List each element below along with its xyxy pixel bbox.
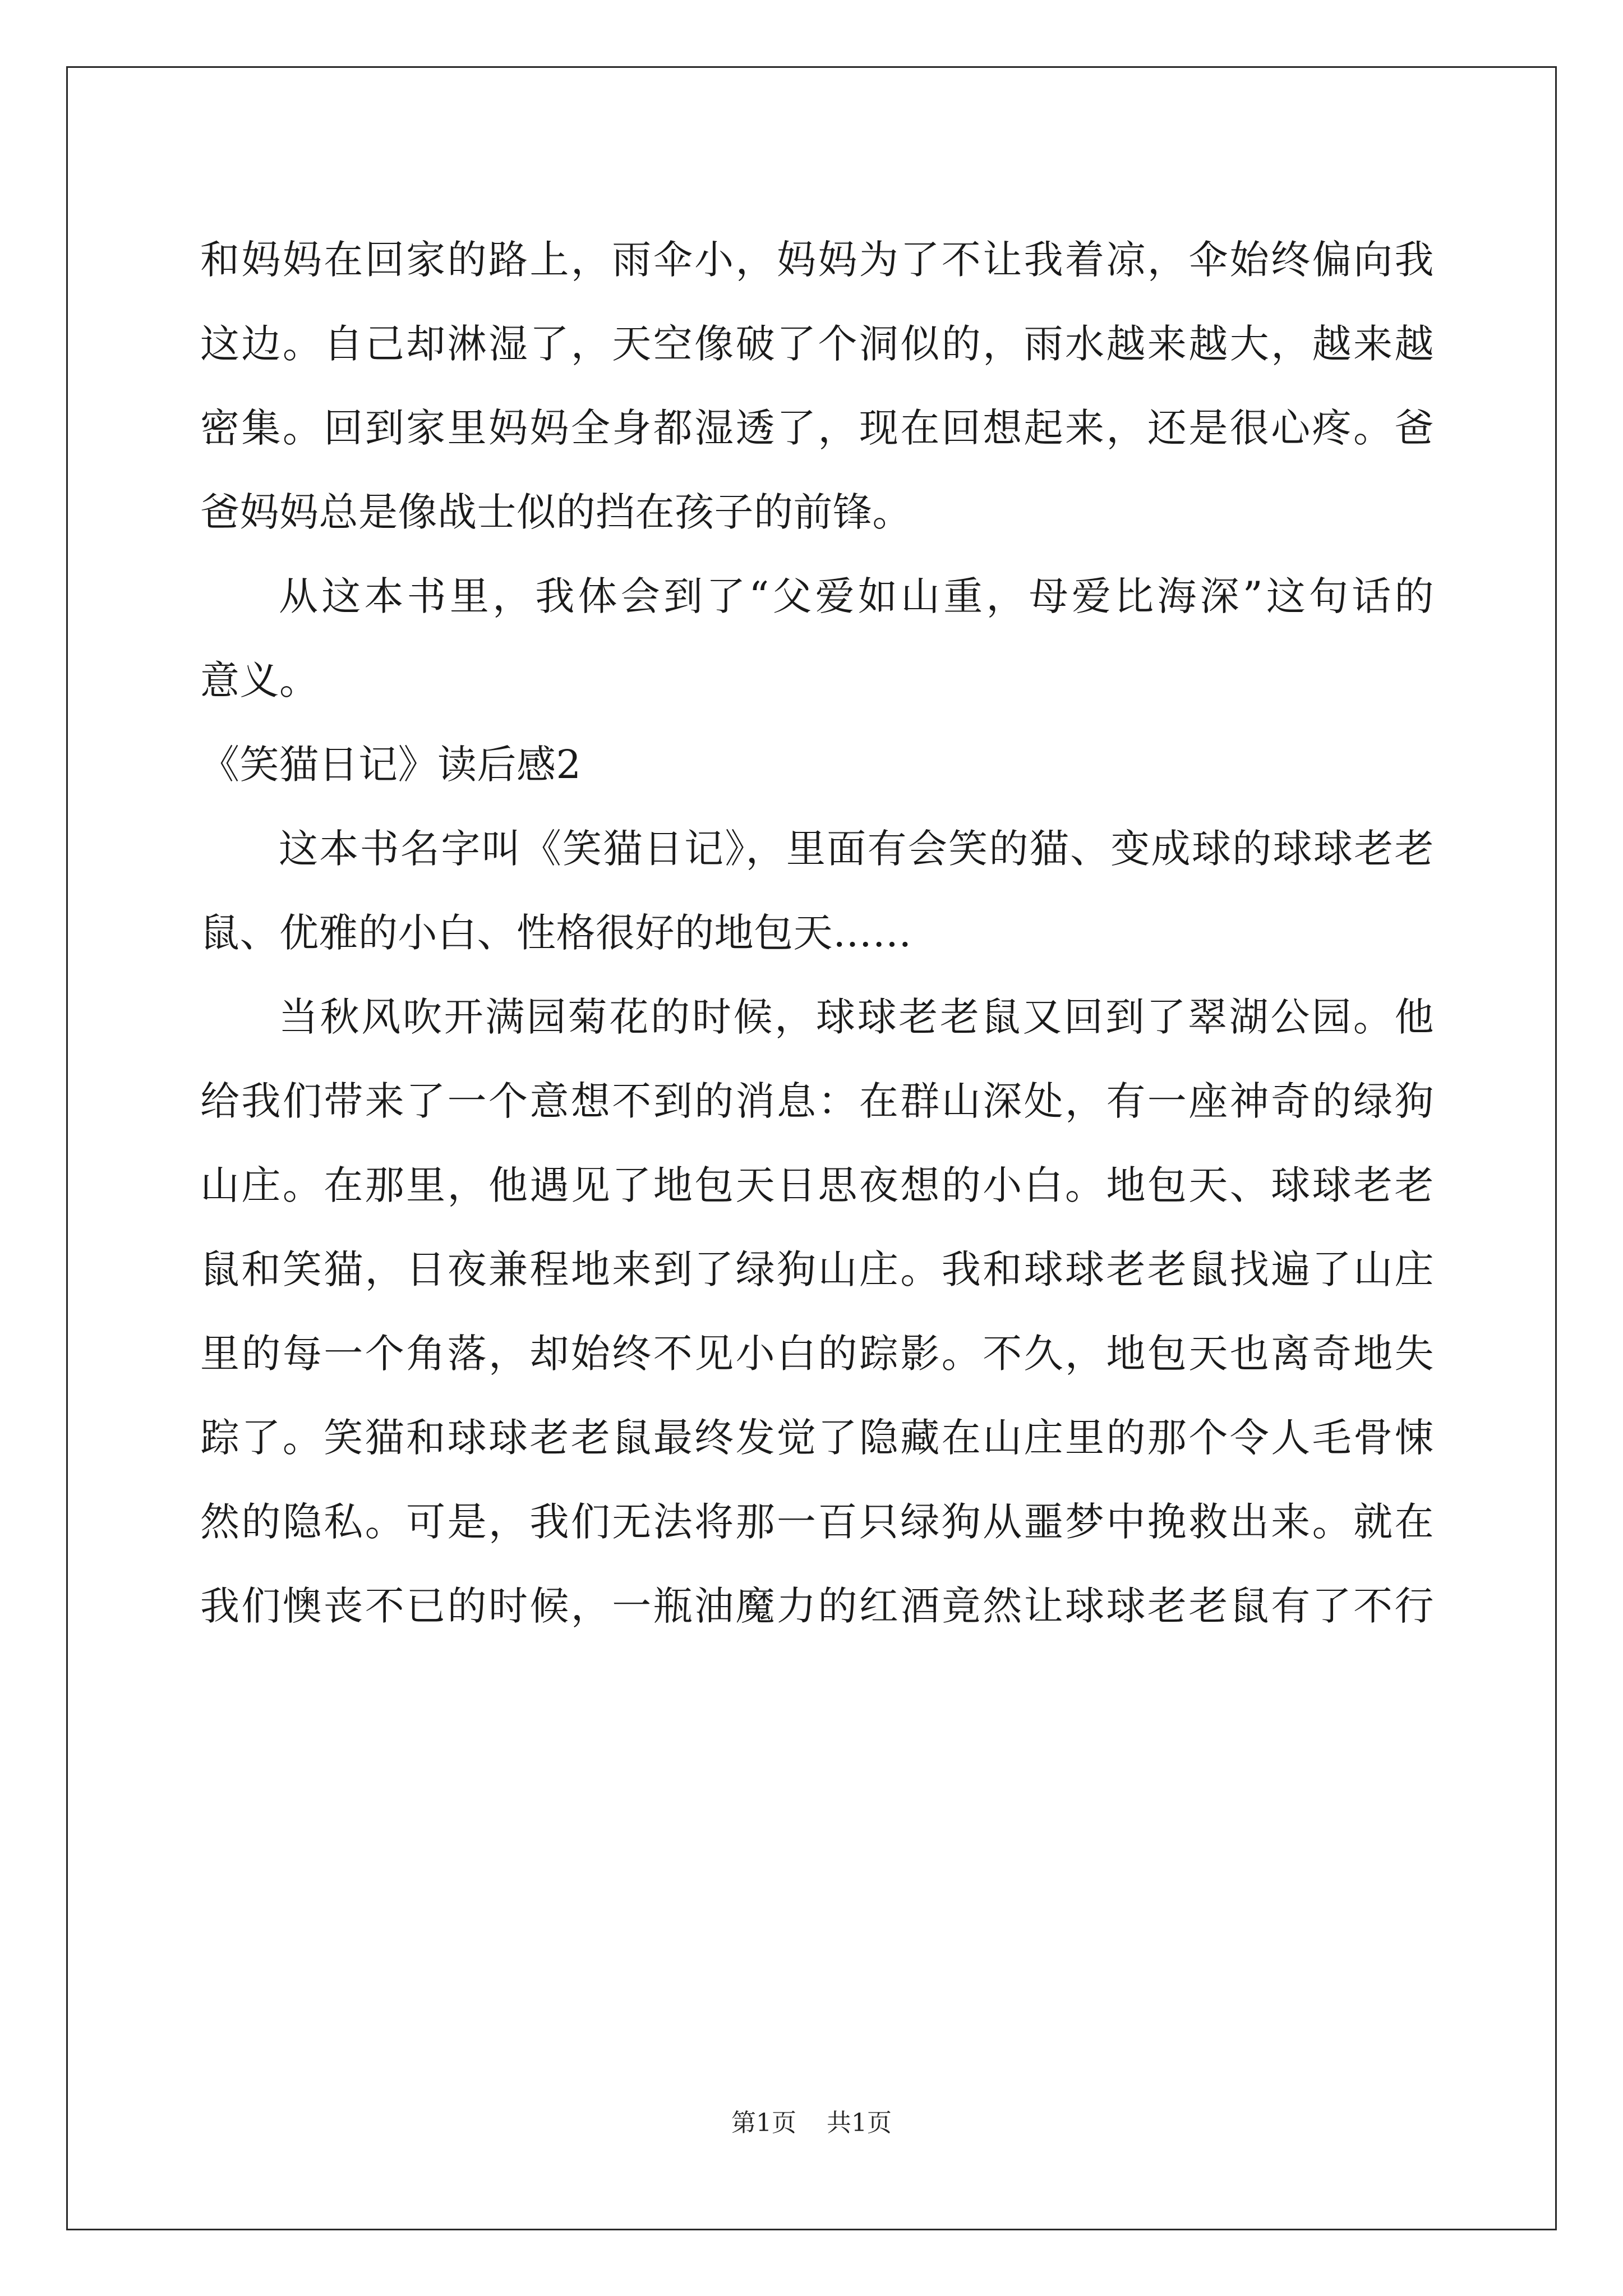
paragraph-line: 密集。回到家里妈妈全身都湿透了，现在回想起来，还是很心疼。爸 [200,405,1434,451]
paragraph-line: 和妈妈在回家的路上，雨伞小，妈妈为了不让我着凉，伞始终偏向我 [200,237,1434,283]
paragraph-line: 这本书名字叫《笑猫日记》，里面有会笑的猫、变成球的球球老老 [279,826,1434,872]
paragraph-line: 踪了。笑猫和球球老老鼠最终发觉了隐藏在山庄里的那个令人毛骨悚 [200,1415,1434,1461]
section-heading: 《笑猫日记》读后感2 [200,742,582,788]
page-number-total: 共1页 [827,2109,892,2137]
paragraph-line: 给我们带来了一个意想不到的消息：在群山深处，有一座神奇的绿狗 [200,1078,1434,1124]
paragraph-line: 我们懊丧不已的时候，一瓶油魔力的红酒竟然让球球老老鼠有了不行 [200,1583,1434,1629]
paragraph-line: 当秋风吹开满园菊花的时候，球球老老鼠又回到了翠湖公园。他 [279,994,1434,1040]
page-footer [0,2106,1623,2140]
paragraph-line: 意义。 [200,657,319,703]
paragraph-line: 爸妈妈总是像战士似的挡在孩子的前锋。 [200,489,912,535]
paragraph-line: 里的每一个角落，却始终不见小白的踪影。不久，地包天也离奇地失 [200,1331,1434,1377]
paragraph-line: 从这本书里，我体会到了“父爱如山重，母爱比海深”这句话的 [279,573,1434,619]
paragraph-line: 然的隐私。可是，我们无法将那一百只绿狗从噩梦中挽救出来。就在 [200,1499,1434,1545]
paragraph-line: 这边。自己却淋湿了，天空像破了个洞似的，雨水越来越大，越来越 [200,321,1434,367]
paragraph-line: 鼠和笑猫，日夜兼程地来到了绿狗山庄。我和球球老老鼠找遍了山庄 [200,1246,1434,1292]
paragraph-line: 鼠、优雅的小白、性格很好的地包天…… [200,910,912,956]
paragraph-line: 山庄。在那里，他遇见了地包天日思夜想的小白。地包天、球球老老 [200,1162,1434,1208]
page-number-current: 第1页 [731,2109,796,2137]
